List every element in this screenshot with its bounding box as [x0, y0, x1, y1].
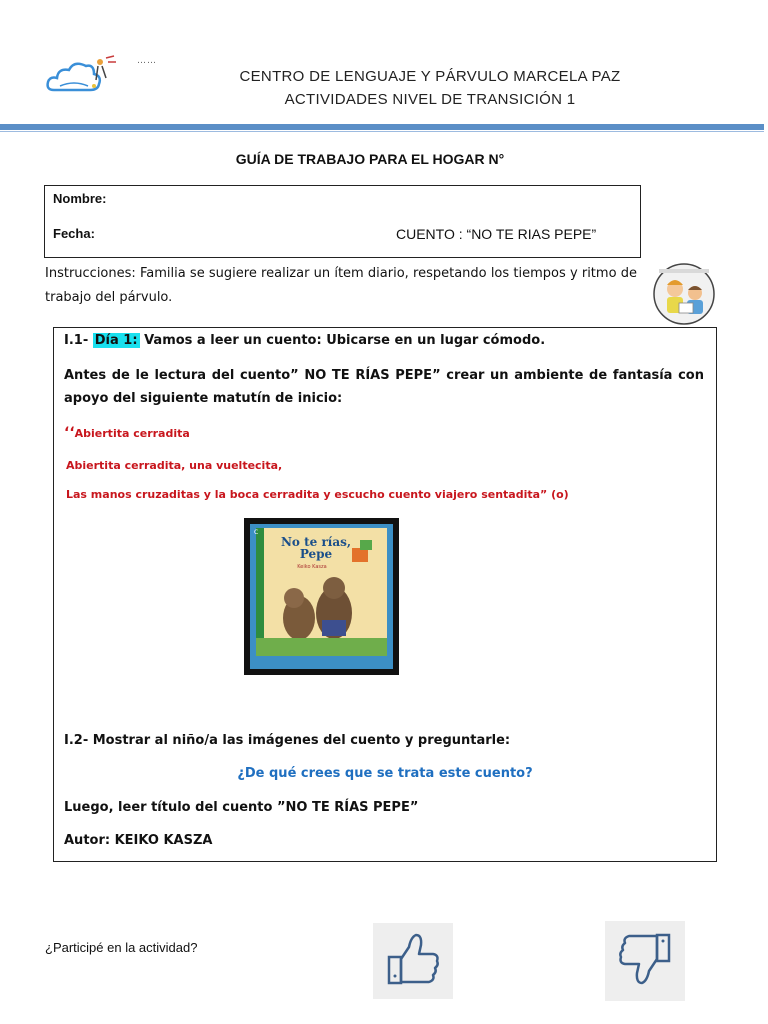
page-title: GUÍA DE TRABAJO PARA EL HOGAR N°: [235, 151, 505, 167]
activity-level: ACTIVIDADES NIVEL DE TRANSICIÓN 1: [284, 91, 576, 108]
book-cover-title-2: Pepe: [299, 547, 333, 561]
nombre-label: Nombre:: [53, 191, 107, 206]
student-info-box: [44, 185, 641, 258]
rhyme-line-1-text: Abiertita cerradita: [74, 427, 190, 440]
question-text: ¿De qué crees que se trata este cuento?: [237, 766, 533, 781]
then-read-text: Luego, leer título del cuento ”NO TE RÍAS PEPE”: [64, 800, 419, 815]
item-1-prefix: I.1-: [64, 333, 93, 348]
instructions: Instrucciones: Familia se sugiere realizar un ítem diario, respetando los tiempos y ritmo de trabajo del párvulo.: [45, 266, 637, 305]
before-reading-text: Antes de le lectura del cuento” NO TE RÍAS PEPE” crear un ambiente de fantasía con apoyo del siguiente matutín de inicio:: [64, 368, 704, 406]
participation-question: ¿Participé en la actividad?: [45, 940, 198, 955]
thumbs-down-button[interactable]: [605, 921, 685, 1001]
thumbs-up-icon: [373, 923, 453, 999]
activity-box: [53, 327, 717, 862]
school-name: CENTRO DE LENGUAJE Y PÁRVULO MARCELA PAZ: [239, 68, 621, 85]
fecha-label: Fecha:: [53, 226, 95, 241]
item-2-text: I.2- Mostrar al niño/a las imágenes del cuento y preguntarle:: [64, 733, 511, 748]
day-1-label: Día 1:: [94, 333, 138, 348]
story-label: CUENTO : “NO TE RIAS PEPE”: [396, 226, 597, 242]
thumbs-down-icon: [605, 921, 685, 1001]
book-cover-mark: C: [254, 529, 259, 536]
book-cover-author: Keiko Kasza: [297, 564, 327, 570]
school-logo: [44, 50, 126, 98]
item-1-line: [64, 333, 545, 348]
rhyme-line-1: [64, 422, 190, 441]
book-cover-title: No te rías,: [280, 535, 352, 549]
rhyme-line-3: Las manos cruzaditas y la boca cerradita y escucho cuento viajero sentadita” (o): [66, 488, 569, 501]
children-reading-illustration: [653, 263, 715, 325]
header-rule-thin: [0, 131, 764, 132]
header-dots: ……: [137, 56, 157, 66]
book-cover-image: [244, 518, 399, 675]
author-text: Autor: KEIKO KASZA: [64, 833, 213, 848]
rhyme-quote: ‘‘: [64, 425, 75, 441]
rhyme-line-2: Abiertita cerradita, una vueltecita,: [66, 459, 283, 472]
thumbs-up-button[interactable]: [373, 923, 453, 999]
item-1-text: Vamos a leer un cuento: Ubicarse en un lugar cómodo.: [139, 333, 546, 348]
header-rule: [0, 124, 764, 130]
